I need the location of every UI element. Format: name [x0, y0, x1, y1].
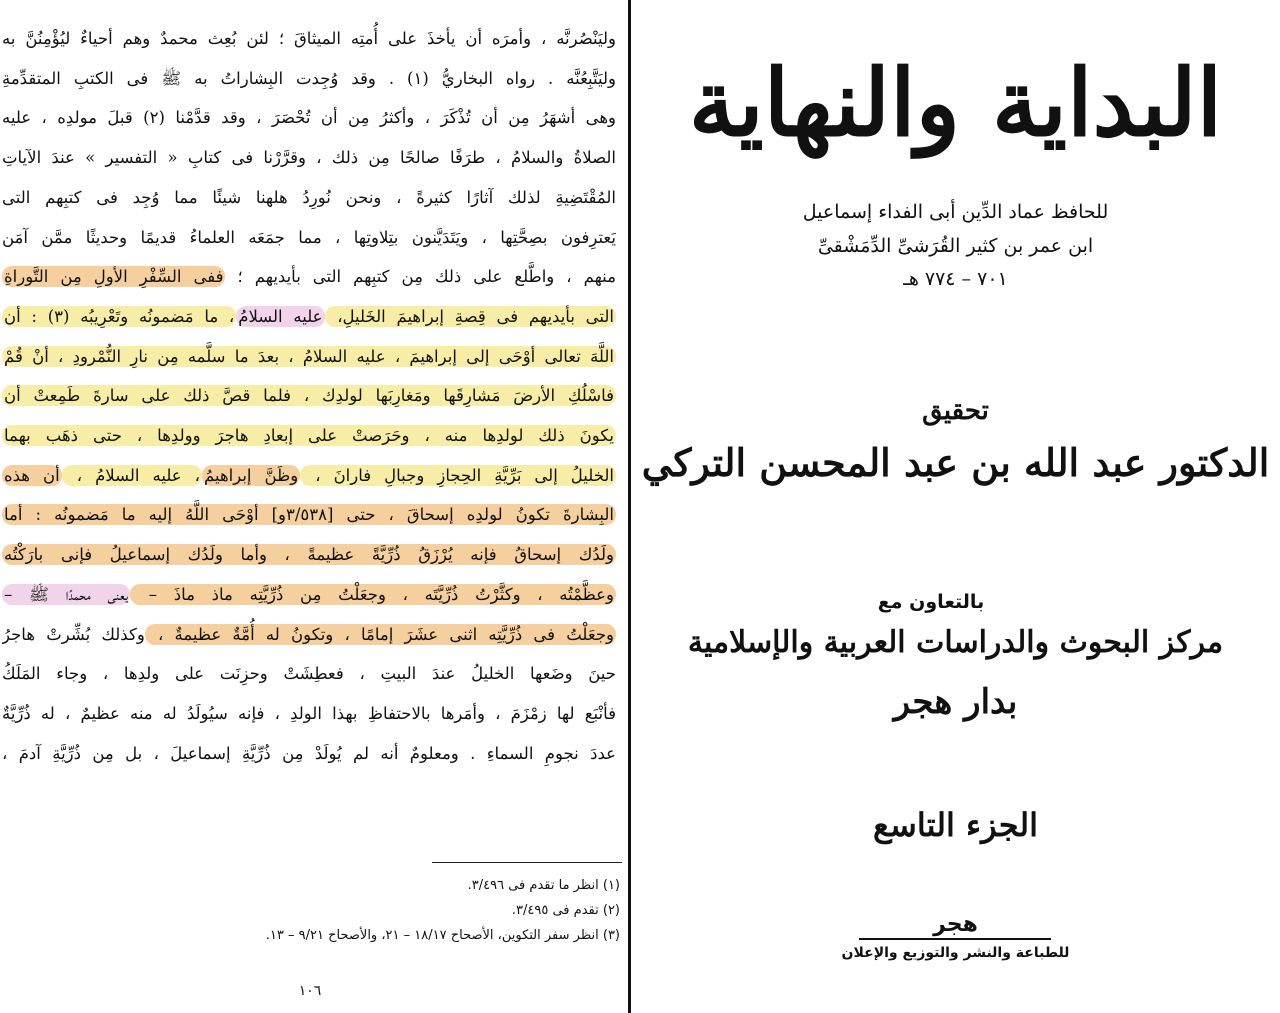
body-line [2, 300, 616, 334]
text-segment: وليَنْصُرنَّه ، وأمرَه أن يأخذَ على أُمتِه الميثاقَ ؛ لئن بُعِث محمدٌ وهم أحياءٌ ليُؤْمِنُنَّ به [2, 29, 616, 48]
highlighted-text: فاسْلُكِ الأرضَ مَشارِقَها ومَغارِبَها لولدِك ، فلما قصَّ ذلك على سارةَ طَمِعتْ أن [4, 386, 614, 406]
tahqiq-label: تحقيق [922, 396, 989, 426]
body-line [2, 498, 616, 532]
publisher-house: بدار هجر [893, 682, 1018, 722]
highlighted-text: ، عليه السلامُ ، [63, 465, 200, 485]
highlighted-text: يكونَ ذلك لولدِها منه ، وحَرَصتْ على إبعادِ هاجرَ وولدِها ، حتى ذهَب بهما [4, 426, 614, 445]
body-line [2, 221, 616, 255]
text-segment: الصلاةُ والسلامُ ، طرَفًا صالحًا مِن ذلك ، وقرَّرْنا فى كتابِ « التفسير » عندَ الآياتِ [2, 148, 616, 168]
highlighted-text: الخليلُ إلى بَرِّيَّةِ الحِجازِ وجبالِ فارانَ ، [302, 465, 615, 485]
highlighted-text: وظَنَّ إبراهيمُ [203, 465, 299, 485]
book-title: البداية والنهاية [688, 49, 1223, 157]
body-line [2, 141, 616, 175]
body-line [2, 260, 616, 294]
footnote: (٢) تقدم فى ٣/٤٩٥. [511, 903, 620, 918]
body-line [2, 737, 616, 771]
author-dates: ٧٠١ – ٧٧٤ هـ [903, 268, 1008, 290]
body-line [2, 181, 616, 215]
title-page [631, 0, 1280, 1013]
text-segment: وليَتَّبِعُنَّه . رواه البخاريُّ (١) . وقد وُجِدت البِشاراتُ به ﷺ فى الكتبِ المتقدِّمةِ [2, 68, 616, 88]
text-segment: حينَ وضَعها الخليلُ عندَ البيتِ ، فعطِشَتْ وحزِنَت على ولدِها ، وجاء المَلَكُ [2, 664, 616, 684]
footnote-rule [432, 862, 622, 863]
body-line [2, 101, 616, 135]
body-line [2, 379, 616, 413]
highlighted-text: عليه السلامُ [238, 306, 323, 326]
body-line [2, 657, 616, 691]
author-line-2: ابن عمر بن كثير القُرَشىِّ الدِّمَشْقىِّ [817, 235, 1094, 257]
highlighted-text: وجعَلْتُ فى ذُرِّيَّتِه اثنى عشَرَ إمامًا ، وتكونُ له أُمَّةٌ عظيمةٌ ، [146, 624, 614, 644]
research-center: مركز البحوث والدراسات العربية والإسلامية [687, 625, 1224, 660]
highlighted-text: اللَّهَ تعالى أوْحَى إلى إبراهيمَ ، عليه السلامُ ، بعدَ ما سلَّمه مِن نارِ النُّمْرودِ ، أنْ قُمْ [4, 346, 614, 366]
author-line-1: للحافظ عماد الدِّين أبى الفداء إسماعيل [802, 201, 1109, 223]
footnote: (١) انظر ما تقدم فى ٣/٤٩٦. [467, 878, 620, 893]
body-line [2, 22, 616, 56]
highlighted-text: ولَدُك إسحاقُ فإنه يُرْزَقُ ذُرِّيَّةً عظيمةً ، وأما ولَدُك إسماعيلُ فإنى بارَكْتُه [4, 545, 614, 565]
publisher-description: للطباعة والنشر والتوزيع والإعلان [841, 945, 1070, 961]
body-line [2, 697, 616, 731]
body-line [2, 538, 616, 572]
highlighted-text: ، ما مَضمونُه وتَعْرِيبُه (٣) : أن [4, 306, 235, 326]
highlighted-text: أن هذه [4, 465, 60, 485]
text-segment: المُقْتَضِيةِ لذلك آثارًا كثيرةً ، ونحن نُورِدُ هلهنا شيئًا مما وُجِد فى كتبِهم التى [2, 187, 616, 207]
body-line [2, 340, 616, 374]
highlighted-text: وعظَّمْتُه ، وكثَّرْتُ ذُرِّيَّتَه ، وجعَلْتُ مِن ذُرِّيَّتِه ماذ ماذَ – [132, 584, 614, 604]
text-segment: فأنْبَع لها زمْزَمَ ، وأمَرها بالاحتفاظِ بهذا الولدِ ، فإنه سيُولَدُ له منه عظيمٌ ، له ذُرِّيَّةٌ [2, 703, 616, 723]
publisher-rule [859, 938, 1051, 940]
text-segment: يَعترِفون بصِحَّتِها ، ويَتَدَيَّنون بتِلاوتِها ، مما جمَعَه العلماءُ قديمًا وحديثًا ممَّن آمَن [2, 227, 616, 247]
volume-label: الجزء التاسع [872, 806, 1039, 844]
publisher-name: هجر [933, 912, 978, 937]
highlighted-text: البِشارةَ تكونُ لولدِه إسحاقَ ، حتى [٣/٥٣٨و] أوْحَى اللَّهُ إليه ما مَضمونُه : أما [4, 505, 614, 525]
editor-name: الدكتور عبد الله بن عبد المحسن التركي [641, 440, 1270, 485]
page-number: ١٠٦ [298, 983, 322, 999]
body-line [2, 62, 616, 96]
body-line [2, 578, 616, 612]
body-line [2, 459, 616, 493]
text-segment: عددَ نجومِ السماءِ . ومعلومٌ أنه لم يُولَدْ مِن ذُرِّيَّةِ إسماعيلَ ، بل مِن ذُرِّيَّةِ آدمَ ، [2, 743, 616, 763]
body-line [2, 618, 616, 652]
text-segment: وكذلك بُشِّرتْ هاجرُ [2, 624, 145, 644]
highlighted-text: التى بأيديهم فى قِصةِ إبراهيمَ الخَليلِ، [326, 306, 614, 326]
highlighted-text: ففى السِّفْرِ الأولِ مِن التَّوراةِ [4, 267, 224, 287]
highlighted-text: يعنى محمدًا ﷺ – [4, 584, 129, 604]
text-segment: منهم ، واطَّلع على ذلك مِن كتبِهم التى بأيديهم ؛ [225, 267, 616, 287]
body-line [2, 419, 616, 453]
left-page [0, 0, 628, 1013]
text-segment: وهى أشهَرُ مِن أن تُذْكَرَ ، وأكثرُ مِن أن تُحْصَرَ ، وقد قدَّمْنا (٢) قبلَ مولدِه ، عليه [2, 108, 616, 128]
cooperation-label: بالتعاون مع [877, 591, 985, 613]
footnote: (٣) انظر سفر التكوين، الأصحاح ١٨/١٧ – ٢١، والأصحاح ٩/٢١ – ١٣. [265, 928, 620, 943]
